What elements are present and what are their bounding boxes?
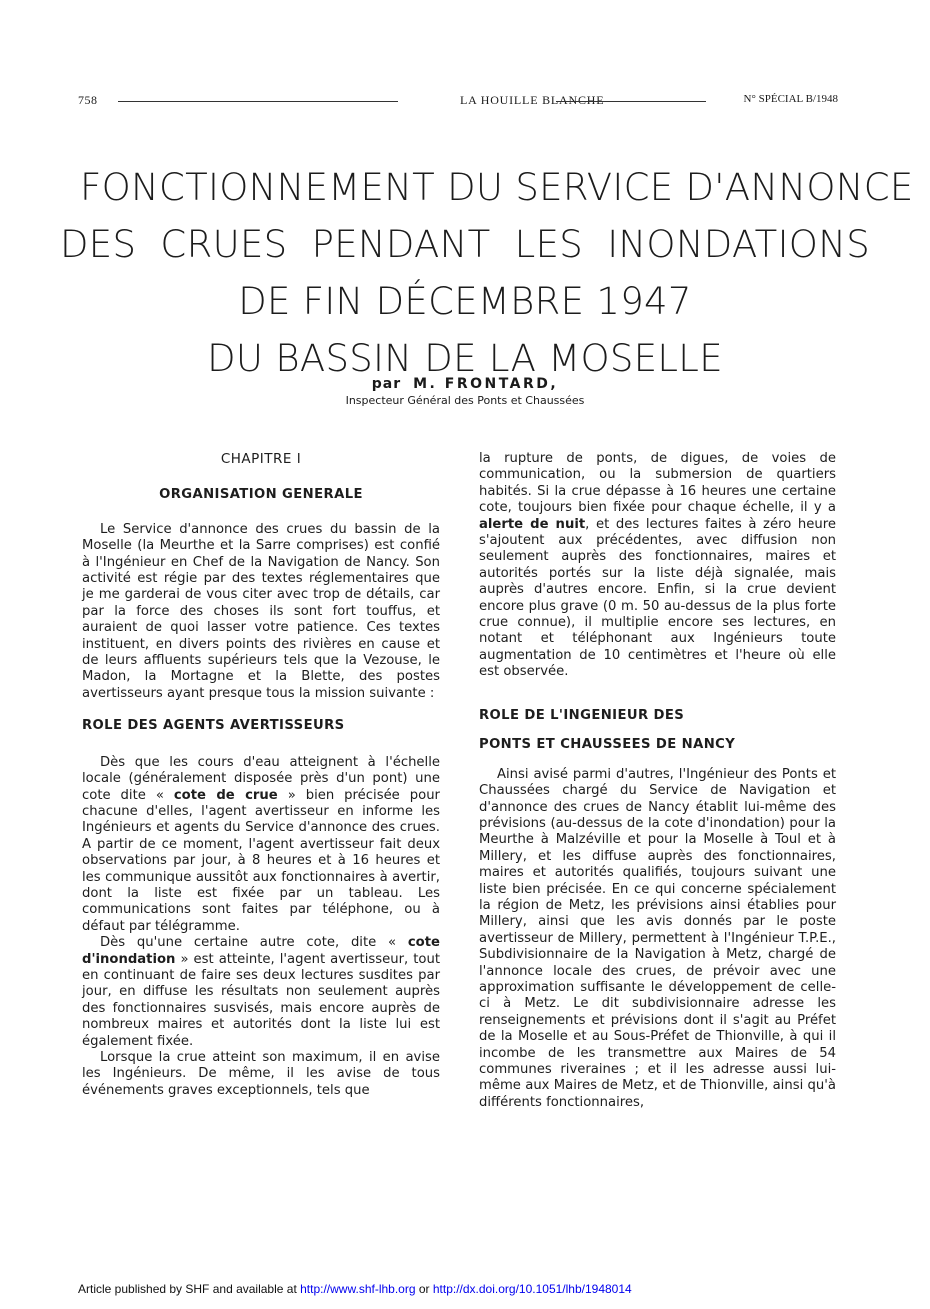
- term-cote-inondation: cote d'inondation: [82, 935, 440, 967]
- paragraph-maximum: Lorsque la crue atteint son maximum, il en avise les Ingénieurs. De même, il les avise de tous événements graves exceptionnels, tels que: [82, 1050, 440, 1098]
- article-title: [60, 160, 914, 388]
- issue-label: N° SPÉCIAL B/1948: [743, 93, 838, 105]
- text-run: la rupture de ponts, de digues, de voies de communication, ou la submersion de quartiers habités. Si la crue dépasse à 16 heures une certaine cote, toujours bien fixée pour chaque échelle, il y a: [479, 451, 836, 516]
- chapter-heading: CHAPITRE I: [220, 451, 302, 467]
- paragraph-cote-inondation: [82, 935, 440, 1050]
- paragraph-ingenieur: Ainsi avisé parmi d'autres, l'Ingénieur des Ponts et Chaussées chargé du Service de Navigation et d'annonce des crues de Nancy établit lui-même des prévisions (au-dessus de la cote d'inondation) pour la Meurthe à Malzéville et pour la Moselle à Toul et à Millery, et les diffuse auprès des fonctionnaires, maires et autorités qualifiés, toujours suivant une liste bien précisée. En ce qui concerne spécialement la région de Metz, les prévisions ainsi établies pour Millery, ainsi que les avis donnés par le poste avertisseur de Millery, permettent à l'Ingénieur T.P.E., Subdivisionnaire de la Navigation à Metz, chargé de l'annonce locale des crues, de prévoir avec une approximation suffisante le développement de celle-ci à Metz. Le dit subdivisionnaire adresse les renseignements et prévisions dont il s'agit au Préfet de la Moselle et au Sous-Préfet de Thionville, à qui il incombe de les transmettre aux Maires de 54 communes riveraines ; et il les adresse aussi lui-même aux Maires de Metz, et de Thionville, ainsi qu'à différents fonctionnaires,: [479, 766, 836, 1110]
- text-run: Dès que les cours d'eau atteignent à l'échelle locale (généralement disposée près d'un pont) une cote dite «: [82, 754, 440, 803]
- section-title-line-1: ROLE DE L'INGENIEUR DES: [479, 707, 685, 723]
- byline-par: par: [371, 376, 402, 392]
- title-line-3: DE FIN DÉCEMBRE 1947: [238, 279, 692, 323]
- text-run: » est atteinte, l'agent avertisseur, tout en continuant de faire ses deux lectures susdites par jour, en diffuse les résultats non seulement auprès des fonctionnaires susvisés, mais encore auprès de nombreux maires et autorités dont la liste lui est également fixée.: [82, 951, 440, 1049]
- right-column: [479, 451, 836, 1111]
- paragraph-organisation: Le Service d'annonce des crues du bassin de la Moselle (la Meurthe et la Sarre comprises) est confié à l'Ingénieur en Chef de la Navigation de Nancy. Son activité est régie par des textes réglementaires que je me garderai de vous citer avec trop de détails, car par la force des choses ils sont fort touffus, et auraient de quoi lasser votre patience. Ces textes instituent, en divers points des rivières en cause et de leurs affluents supérieurs tels que la Vezouse, le Madon, la Mortagne et la Blette, des postes avertisseurs ayant presque tous la mission suivante :: [82, 521, 440, 701]
- section-title-ingenieur: [479, 701, 836, 759]
- paragraph-alerte-de-nuit: [479, 451, 836, 681]
- text-run: , et des lectures faites à zéro heure s'ajoutent aux précédentes, avec diffusion non seulement auprès des fonctionnaires, maires et autorités portés sur la liste déjà signalée, mais auprès d'autres encore. Enfin, si la crue devient encore plus grave (0 m. 50 au-dessus de la plus forte crue connue), il multiplie encore ses lectures, en notant et téléphonant aux Ingénieurs toute augmentation de 10 centimètres et l'heure où elle est observée.: [479, 516, 836, 680]
- footer-link-shf[interactable]: http://www.shf-lhb.org: [300, 1282, 416, 1296]
- title-line-4: DU BASSIN DE LA MOSELLE: [207, 336, 723, 380]
- header-rule-right: [556, 101, 706, 102]
- section-title-agents: ROLE DES AGENTS AVERTISSEURS: [82, 718, 345, 734]
- header-rule-left: [118, 101, 398, 102]
- left-column: [82, 451, 440, 1099]
- title-line-1: FONCTIONNEMENT DU SERVICE D'ANNONCE: [80, 166, 914, 209]
- title-line-2: DES CRUES PENDANT LES INONDATIONS: [60, 222, 870, 266]
- author-name: M. FRONTARD,: [413, 376, 559, 392]
- term-alerte-de-nuit: alerte de nuit: [479, 516, 586, 532]
- footer-citation: [78, 1282, 632, 1296]
- section-title-organisation: ORGANISATION GENERALE: [159, 487, 363, 503]
- text-run: Dès qu'une certaine autre cote, dite «: [100, 935, 408, 951]
- footer-text: Article published by SHF and available at: [78, 1282, 301, 1296]
- section-title-line-2: PONTS ET CHAUSSEES DE NANCY: [479, 736, 736, 752]
- author-block: [0, 376, 930, 407]
- running-head: [78, 93, 838, 111]
- byline: [0, 376, 930, 392]
- journal-name: LA HOUILLE BLANCHE: [460, 93, 605, 107]
- footer-link-doi[interactable]: http://dx.doi.org/10.1051/lhb/1948014: [432, 1282, 632, 1296]
- page-number: 758: [78, 93, 98, 107]
- footer-text-or: or: [415, 1282, 433, 1296]
- term-cote-de-crue: cote de crue: [173, 787, 278, 803]
- paragraph-cote-de-crue: [82, 755, 440, 935]
- author-affiliation: Inspecteur Général des Ponts et Chaussées: [345, 394, 585, 407]
- text-run: » bien précisée pour chacune d'elles, l'agent avertisseur en informe les Ingénieurs et agents du Service d'annonce des crues. A partir de ce moment, l'agent avertisseur fait deux observations par jour, à 8 heures et à 16 heures et les communique aussitôt aux fonctionnaires à avertir, dont la liste est fixée par un tableau. Les communications sont faites par téléphone, ou à défaut par télégramme.: [82, 787, 440, 934]
